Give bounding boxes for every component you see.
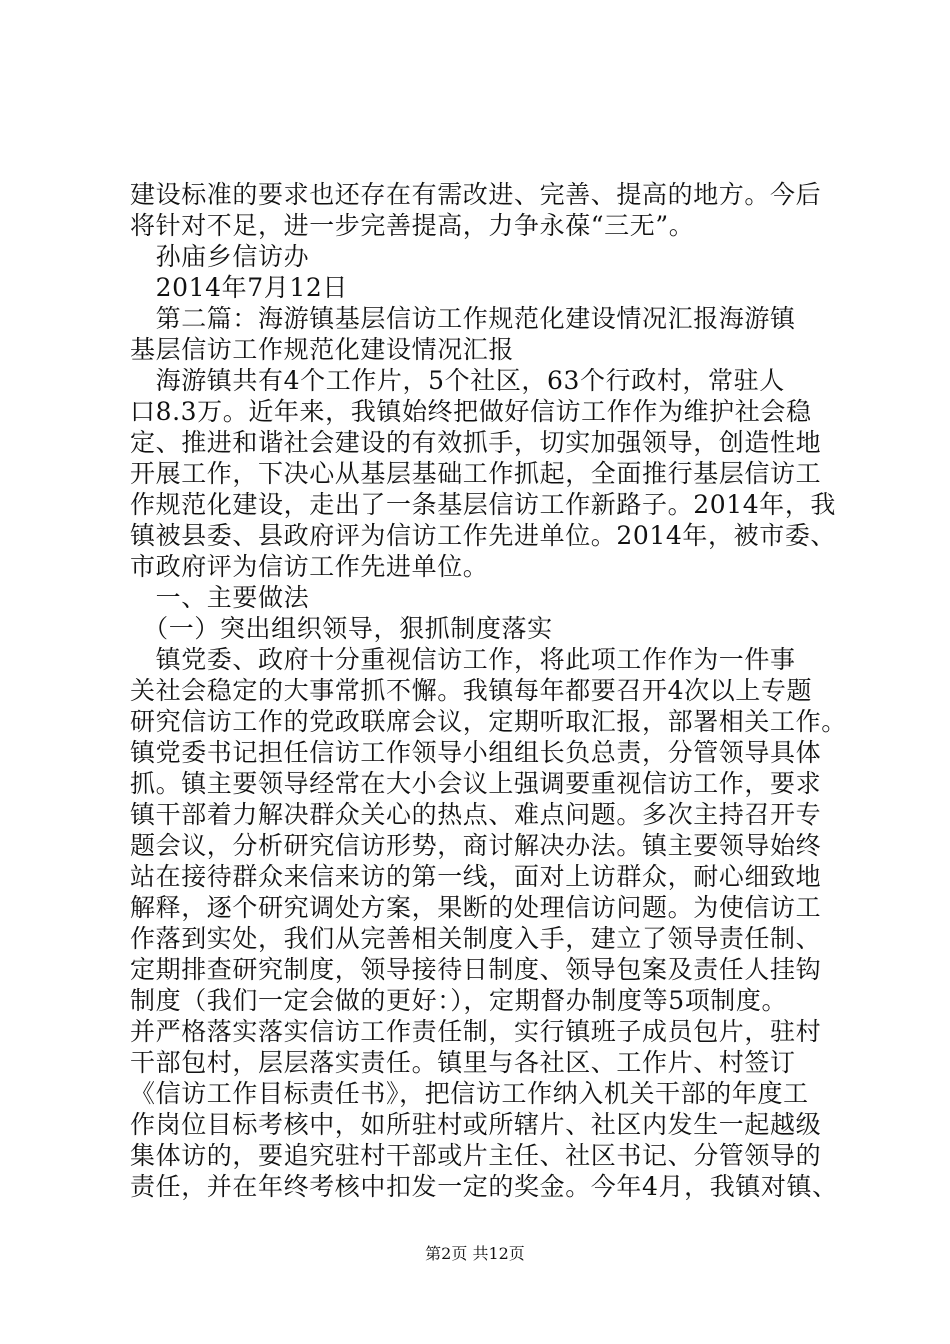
text-line: 将针对不足，进一步完善提高，力争永葆“三无”。 [130,211,695,240]
text-line: 镇党委书记担任信访工作领导小组组长负总责，分管领导具体 [130,738,822,767]
text-line: 市政府评为信访工作先进单位。 [130,552,489,581]
text-line: 站在接待群众来信来访的第一线，面对上访群众，耐心细致地 [130,862,822,891]
text-line: 关社会稳定的大事常抓不懈。我镇每年都要召开4次以上专题 [130,676,813,705]
text-line: 集体访的，要追究驻村干部或片主任、社区书记、分管领导的 [130,1141,822,1170]
text-line: 研究信访工作的党政联席会议，定期听取汇报，部署相关工作。 [130,707,847,736]
text-line: 口8.3万。近年来，我镇始终把做好信访工作作为维护社会稳 [130,397,812,426]
text-line: 镇干部着力解决群众关心的热点、难点问题。多次主持召开专 [130,800,822,829]
text-line: 镇被县委、县政府评为信访工作先进单位。2014年，被市委、 [130,521,837,550]
text-line: 作落到实处，我们从完善相关制度入手，建立了领导责任制、 [130,924,822,953]
text-line: 责任，并在年终考核中扣发一定的奖金。今年4月，我镇对镇、 [130,1172,838,1201]
heading-level-2: （一）突出组织领导，狠抓制度落实 [130,614,553,643]
text-line: 定、推进和谐社会建设的有效抓手，切实加强领导，创造性地 [130,428,822,457]
signature-date: 2014年7月12日 [130,273,348,302]
text-line: 制度（我们一定会做的更好：），定期督办制度等5项制度。 [130,986,788,1015]
signature-org: 孙庙乡信访办 [130,242,310,271]
page-footer: 第2页 共12页 [425,1244,525,1263]
text-line: 作规范化建设，走出了一条基层信访工作新路子。2014年，我 [130,490,837,519]
text-line: 开展工作，下决心从基层基础工作抓起，全面推行基层信访工 [130,459,822,488]
text-line: 海游镇共有4个工作片，5个社区，63个行政村，常驻人 [130,366,785,395]
text-line: 镇党委、政府十分重视信访工作，将此项工作作为一件事 [130,645,796,674]
text-line: 《信访工作目标责任书》，把信访工作纳入机关干部的年度工 [130,1079,809,1108]
text-line: 题会议，分析研究信访形势，商讨解决办法。镇主要领导始终 [130,831,822,860]
text-line: 定期排查研究制度，领导接待日制度、领导包案及责任人挂钩 [130,955,822,984]
text-line: 解释，逐个研究调处方案，果断的处理信访问题。为使信访工 [130,893,822,922]
text-line: 并严格落实落实信访工作责任制，实行镇班子成员包片，驻村 [130,1017,822,1046]
section-title-cont: 基层信访工作规范化建设情况汇报 [130,335,515,364]
heading-level-1: 一、主要做法 [130,583,310,612]
section-title: 第二篇：海游镇基层信访工作规范化建设情况汇报海游镇 [130,304,796,333]
text-line: 建设标准的要求也还存在有需改进、完善、提高的地方。今后 [130,180,822,209]
text-line: 干部包村，层层落实责任。镇里与各社区、工作片、村签订 [130,1048,796,1077]
text-line: 作岗位目标考核中，如所驻村或所辖片、社区内发生一起越级 [130,1110,822,1139]
text-line: 抓。镇主要领导经常在大小会议上强调要重视信访工作，要求 [130,769,822,798]
